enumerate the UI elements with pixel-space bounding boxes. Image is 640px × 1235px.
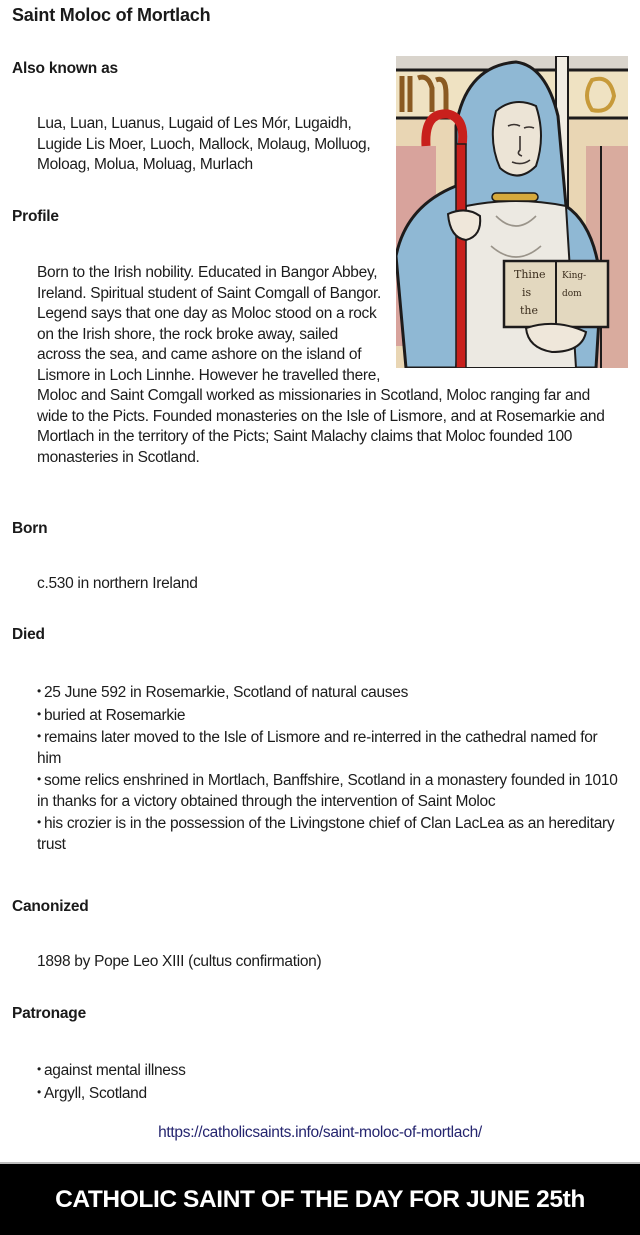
svg-text:is: is — [522, 286, 532, 299]
list-item: • some relics enshrined in Mortlach, Banffshire, Scotland in a monastery founded in 1010 in thanks for a victory obtained through the intervention of Saint Moloc — [37, 769, 621, 812]
born-text: c.530 in northern Ireland — [37, 575, 198, 592]
svg-text:the: the — [520, 304, 539, 317]
heading-died: Died — [12, 626, 45, 643]
also-known-as-text: Lua, Luan, Luanus, Lugaid of Les Mór, Lugaidh, Lugide Lis Moer, Luoch, Mallock, Molaug, Molluog, Moloag, Molua, Moluag, Murlach — [37, 115, 371, 173]
canonized-text: 1898 by Pope Leo XIII (cultus confirmation) — [37, 953, 322, 970]
profile-text: Born to the Irish nobility. Educated in Bangor Abbey, Ireland. Spiritual student of Saint Comgall of Bangor. Legend says that one day as Moloc stood on a rock on the Irish shore, the rock broke away, sailed across the sea, and came ashore on the island of Lismore in Loch Linnhe. However he travelled there, Moloc and Saint Comgall worked as missionaries in Scotland, Moloc ranging far and wide to the Picts. Founded monasteries on the Isle of Lismore, and at Rosemarkie and Mortlach in the territory of the Picts; Saint Malachy claims that Moloc founded 100 monasteries in Scotland. — [37, 263, 621, 468]
list-item: • his crozier is in the possession of the Livingstone chief of Clan LacLea as an hereditary trust — [37, 812, 621, 855]
list-item: • against mental illness — [37, 1059, 621, 1082]
heading-canonized: Canonized — [12, 898, 89, 915]
image-wrap-spacer — [381, 263, 621, 381]
source-link[interactable]: https://catholicsaints.info/saint-moloc-of-mortlach/ — [158, 1124, 482, 1141]
died-list — [37, 681, 621, 855]
patronage-list — [37, 1059, 621, 1104]
heading-profile: Profile — [12, 208, 59, 225]
page-title: Saint Moloc of Mortlach — [12, 5, 211, 25]
svg-text:dom: dom — [562, 289, 582, 299]
list-item: • remains later moved to the Isle of Lismore and re-interred in the cathedral named for him — [37, 726, 621, 769]
list-item: • buried at Rosemarkie — [37, 704, 621, 727]
banner-text: CATHOLIC SAINT OF THE DAY FOR JUNE 25th — [55, 1185, 585, 1213]
heading-born: Born — [12, 520, 48, 537]
list-item: • Argyll, Scotland — [37, 1082, 621, 1105]
heading-patronage: Patronage — [12, 1005, 86, 1022]
list-item: • 25 June 592 in Rosemarkie, Scotland of natural causes — [37, 681, 621, 704]
heading-also-known-as: Also known as — [12, 60, 118, 77]
svg-text:Thine: Thine — [514, 268, 546, 281]
saint-of-the-day-banner — [0, 1164, 640, 1235]
svg-text:King-: King- — [562, 271, 587, 281]
